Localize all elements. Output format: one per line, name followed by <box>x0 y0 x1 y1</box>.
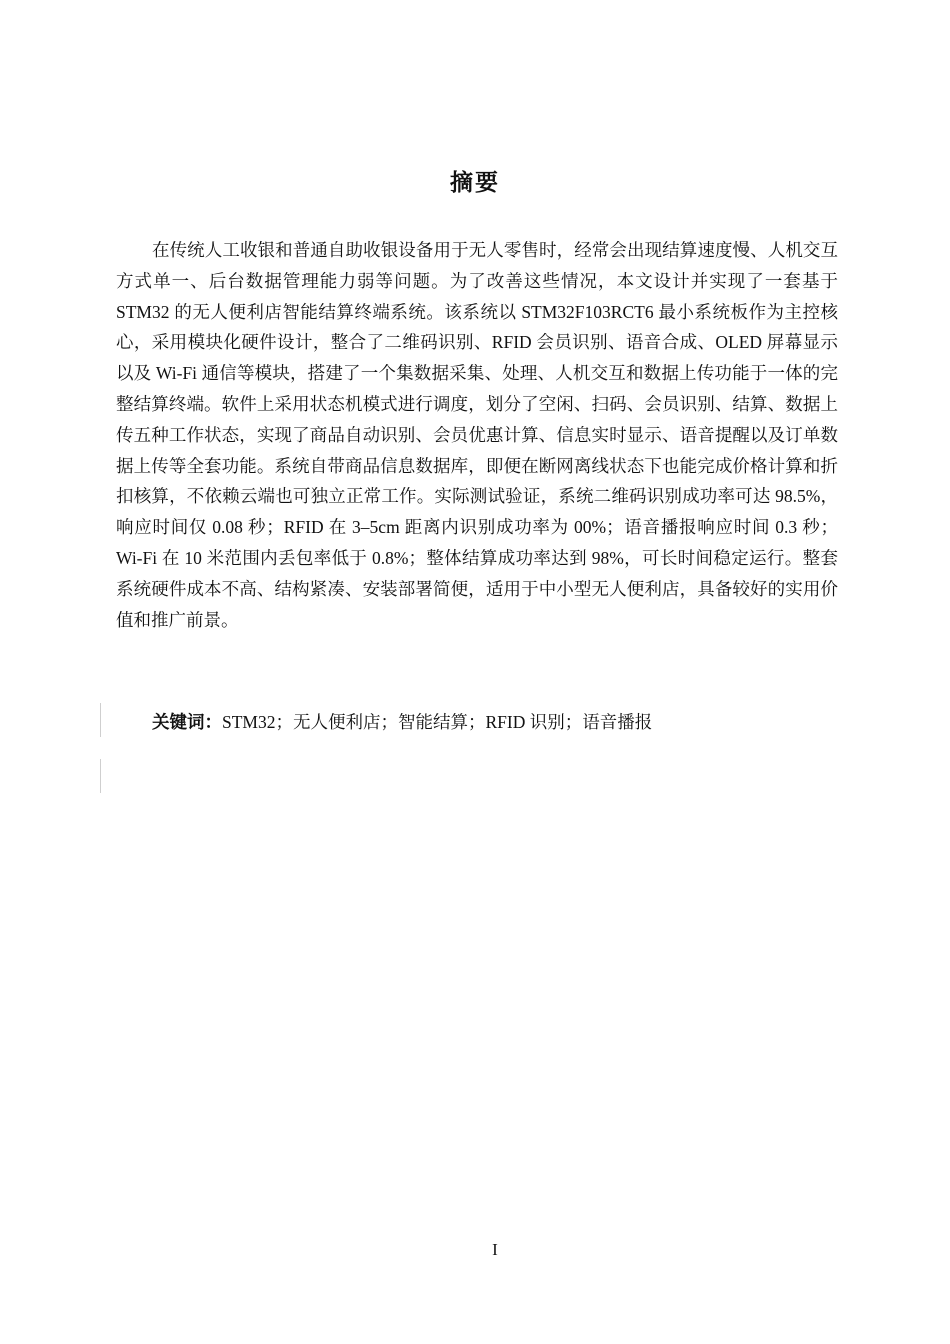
page-number: I <box>492 1240 498 1259</box>
abstract-title: 摘要 <box>450 170 500 196</box>
keywords-text: STM32；无人便利店；智能结算；RFID 识别；语音播报 <box>222 712 653 732</box>
margin-change-mark <box>100 703 101 737</box>
abstract-body: 在传统人工收银和普通自助收银设备用于无人零售时，经常会出现结算速度慢、人机交互方式单一、后台数据管理能力弱等问题。为了改善这些情况，本文设计并实现了一套基于 STM32 的无人便利店智能结算终端系统。该系统以 STM32F103RCT6 最小系统板作为主控核心，采用模块化硬件设计，整合了二维码识别、RFID 会员识别、语音合成、OLED 屏幕显示以及 Wi-Fi 通信等模块，搭建了一个集数据采集、处理、人机交互和数据上传功能于一体的完整结算终端。软件上采用状态机模式进行调度，划分了空闲、扫码、会员识别、结算、数据上传五种工作状态，实现了商品自动识别、会员优惠计算、信息实时显示、语音提醒以及订单数据上传等全套功能。系统自带商品信息数据库，即便在断网离线状态下也能完成价格计算和折扣核算，不依赖云端也可独立正常工作。实际测试验证，系统二维码识别成功率可达 98.5%，响应时间仅 0.08 秒；RFID 在 3–5cm 距离内识别成功率为 00%；语音播报响应时间 0.3 秒；Wi-Fi 在 10 米范围内丢包率低于 0.8%；整体结算成功率达到 98%，可长时间稳定运行。整套系统硬件成本不高、结构紧凑、安装部署简便，适用于中小型无人便利店，具备较好的实用价值和推广前景。 <box>116 240 838 630</box>
keywords-line <box>152 708 842 736</box>
keywords-label: 关键词： <box>152 712 222 732</box>
margin-change-mark <box>100 759 101 793</box>
